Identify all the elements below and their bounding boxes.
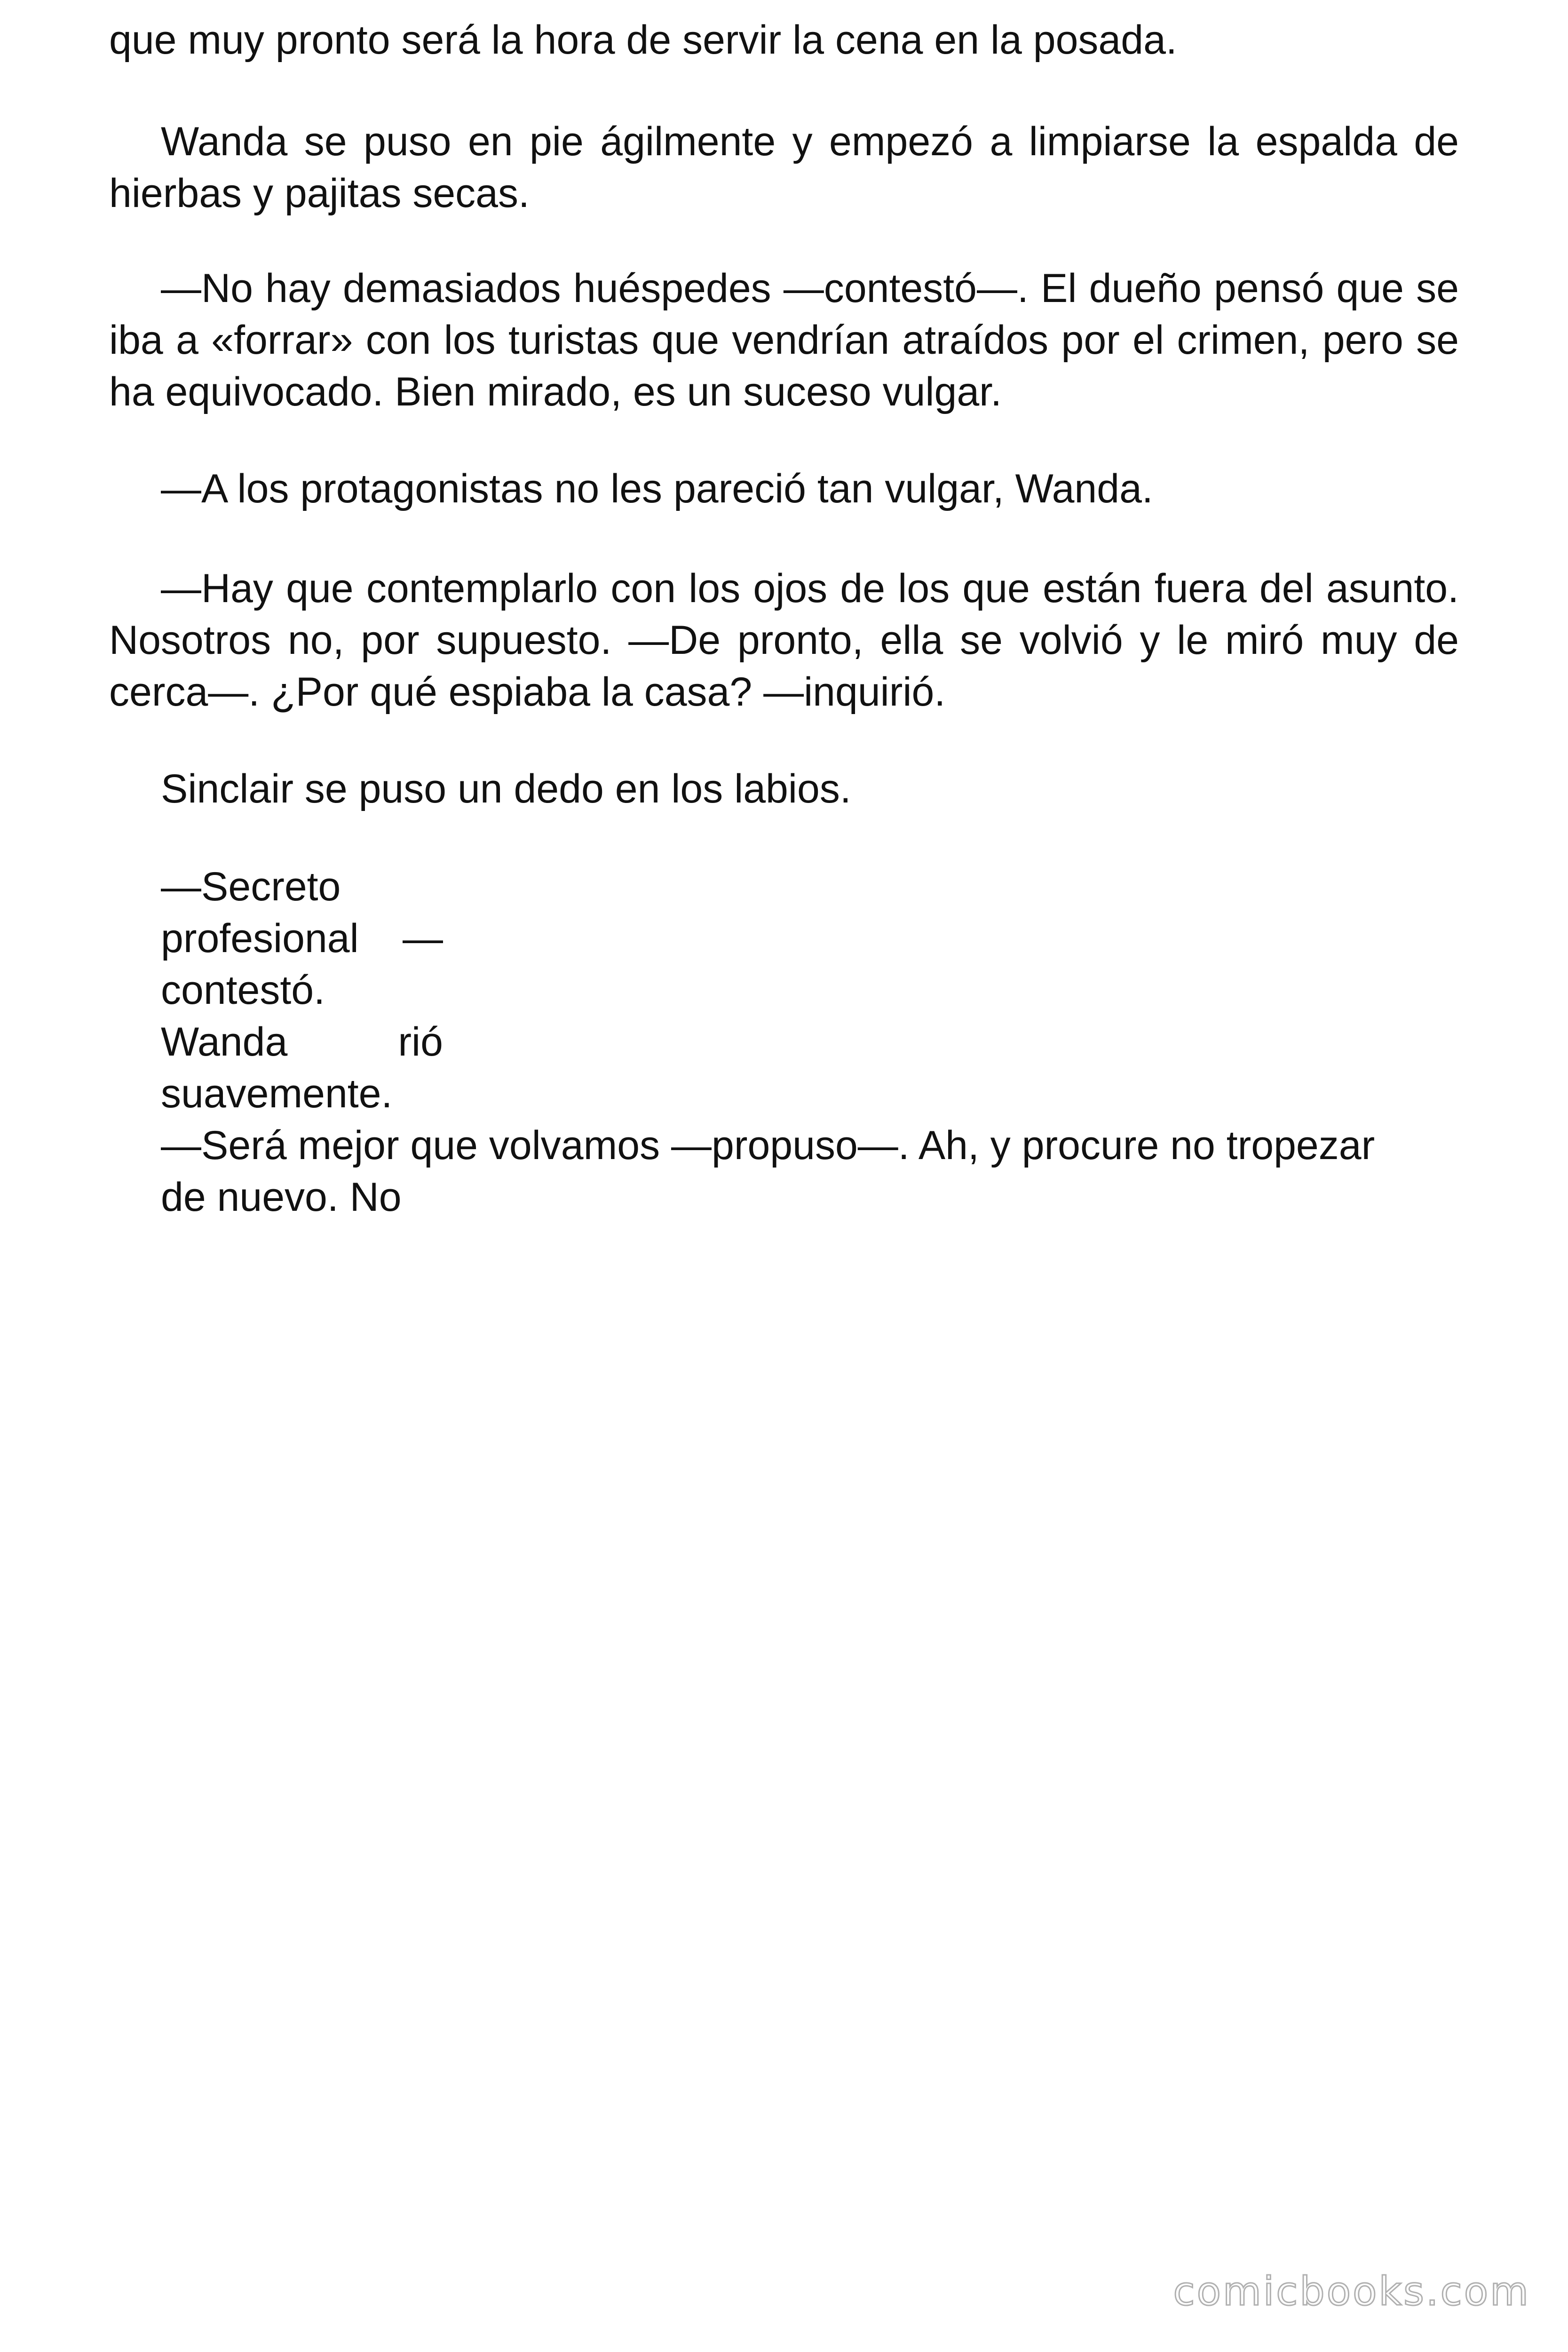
paragraph-1: que muy pronto será la hora de servir la cena en la posada.	[109, 17, 1177, 63]
paragraph-3: —No hay demasiados huéspedes —contestó—. El dueño pensó que se iba a «forrar» con los turistas que vendrían atraídos por el crimen, pero se ha equivocado. Bien mirado, es un suceso vulgar.	[109, 266, 1459, 414]
paragraph-5: —Hay que contemplarlo con los ojos de los que están fuera del asunto. Nosotros no, por supuesto. —De pronto, ella se volvió y le miró muy de cerca—. ¿Por qué espiaba la casa? —inquirió.	[109, 566, 1459, 715]
paragraph-2: Wanda se puso en pie ágilmente y empezó a limpiarse la espalda de hierbas y pajitas secas.	[109, 119, 1459, 216]
watermark: comicbooks.com	[1173, 2268, 1530, 2314]
narrow-column	[161, 861, 443, 1120]
body-text	[109, 14, 1459, 66]
closing-line-1: —Será mejor que volvamos —propuso—. Ah, y procure no tropezar	[161, 1123, 1375, 1168]
narrow-line-2-a: profesional	[161, 916, 359, 961]
closing-line-2: de nuevo. No	[161, 1175, 402, 1220]
narrow-line-4	[161, 1016, 443, 1068]
narrow-line-1: —Secreto	[161, 864, 341, 909]
narrow-line-4-b: rió	[398, 1019, 443, 1065]
narrow-line-5: suavemente.	[161, 1071, 393, 1116]
paragraph-6-block	[109, 763, 1459, 815]
paragraph-3-block	[109, 262, 1459, 418]
narrow-line-2-b: —	[403, 916, 443, 961]
narrow-line-3: contestó.	[161, 968, 325, 1013]
paragraph-5-block	[109, 563, 1459, 718]
paragraph-4-block	[109, 463, 1459, 515]
narrow-line-2	[161, 913, 443, 964]
narrow-line-4-a: Wanda	[161, 1019, 288, 1065]
paragraph-4: —A los protagonistas no les pareció tan vulgar, Wanda.	[161, 466, 1153, 511]
paragraph-6: Sinclair se puso un dedo en los labios.	[161, 766, 851, 811]
paragraph-2-block	[109, 116, 1459, 219]
closing-lines	[161, 1120, 1464, 1223]
